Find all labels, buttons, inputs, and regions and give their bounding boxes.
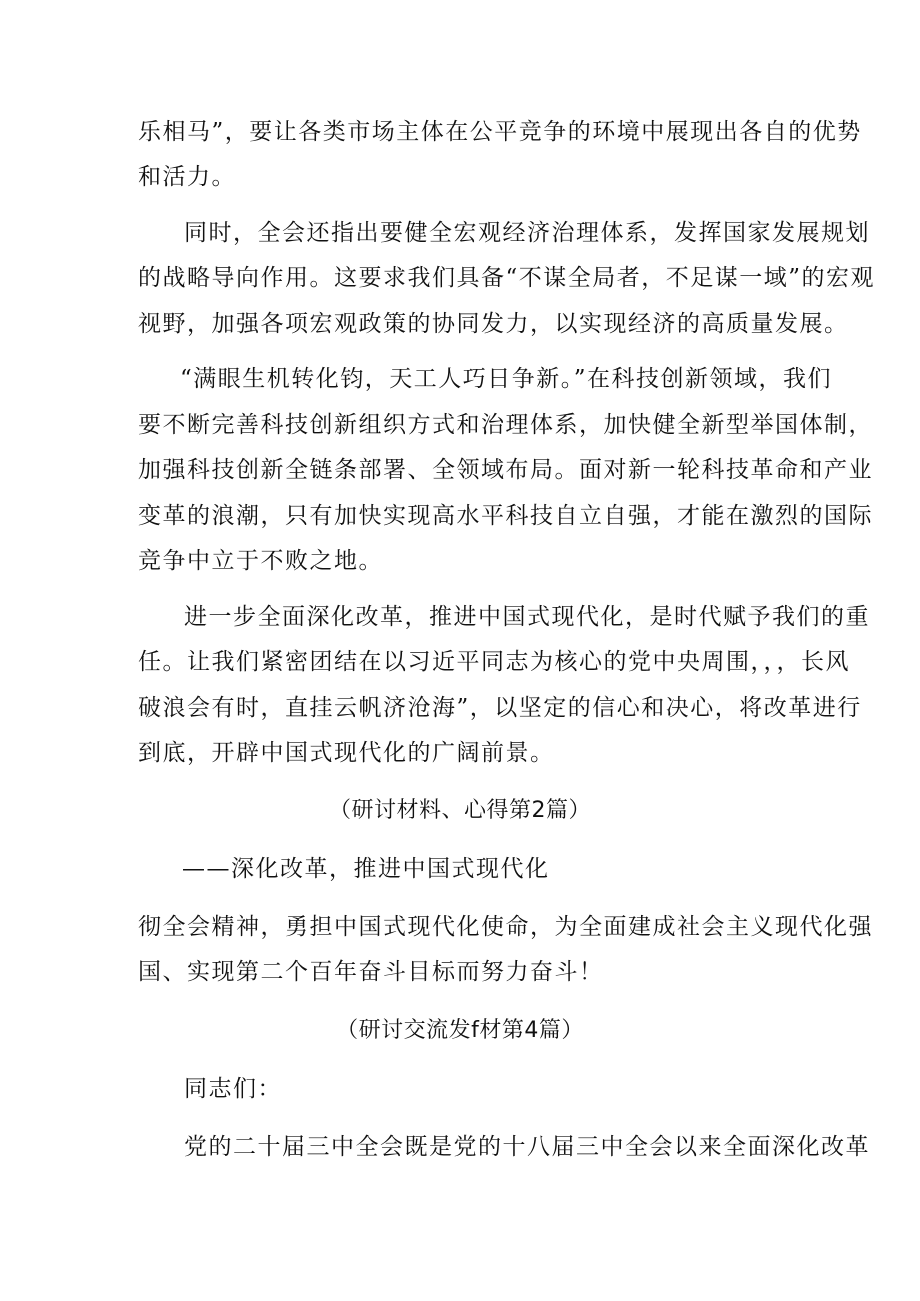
- section-heading-2: （研讨交流发f材第4篇）: [336, 1018, 584, 1043]
- paragraph-4-line-3: 破浪会有时，直挂云帆济沧海”，以坚定的信心和决心，将改革进行: [138, 695, 862, 721]
- paragraph-4-line-1: 进一步全面深化改革，推进中国式现代化，是时代赋予我们的重: [184, 604, 870, 630]
- paragraph-2-line-1: 同时，全会还指出要健全宏观经济治理体系，发挥国家发展规划: [184, 220, 870, 246]
- section-heading-1: （研讨材料、心得第2篇）: [329, 798, 591, 823]
- paragraph-4-line-4: 到底，开辟中国式现代化的广阔前景。: [138, 740, 555, 766]
- paragraph-3-line-4: 变革的浪潮，只有加快实现高水平科技自立自强，才能在激烈的国际: [138, 503, 873, 529]
- paragraph-2-line-2: 的战略导向作用。这要求我们具备“不谋全局者，不足谋一域”的宏观: [138, 265, 876, 291]
- paragraph-3-line-5: 竞争中立于不败之地。: [138, 548, 383, 574]
- paragraph-3-line-2: 要不断完善科技创新组织方式和治理体系，加快健全新型举国体制，: [138, 412, 873, 438]
- paragraph-5-line-1: 彻全会精神，勇担中国式现代化使命，为全面建成社会主义现代化强: [138, 914, 873, 940]
- paragraph-5-line-2: 国、实现第二个百年奋斗目标而努力奋斗！: [138, 959, 604, 985]
- paragraph-1-line-1: 乐相马”，要让各类市场主体在公平竞争的环境中展现出各自的优势: [138, 119, 862, 145]
- salutation: 同志们：: [184, 1076, 282, 1102]
- paragraph-3-line-1: “满眼生机转化钧，天工人巧日争新。”在科技创新领域，我们: [180, 366, 833, 392]
- section-subtitle: ——深化改革，推进中国式现代化: [182, 856, 550, 882]
- paragraph-2-line-3: 视野，加强各项宏观政策的协同发力，以实现经济的高质量发展。: [138, 311, 849, 337]
- paragraph-3-line-3: 加强科技创新全链条部署、全领域布局。面对新一轮科技革命和产业: [138, 457, 873, 483]
- paragraph-6-line-1: 党的二十届三中全会既是党的十八届三中全会以来全面深化改革: [184, 1134, 870, 1160]
- paragraph-4-line-2: 任。让我们紧密团结在以习近平同志为核心的党中央周围，，，长风: [138, 649, 850, 675]
- paragraph-1-line-2: 和活力。: [138, 164, 236, 190]
